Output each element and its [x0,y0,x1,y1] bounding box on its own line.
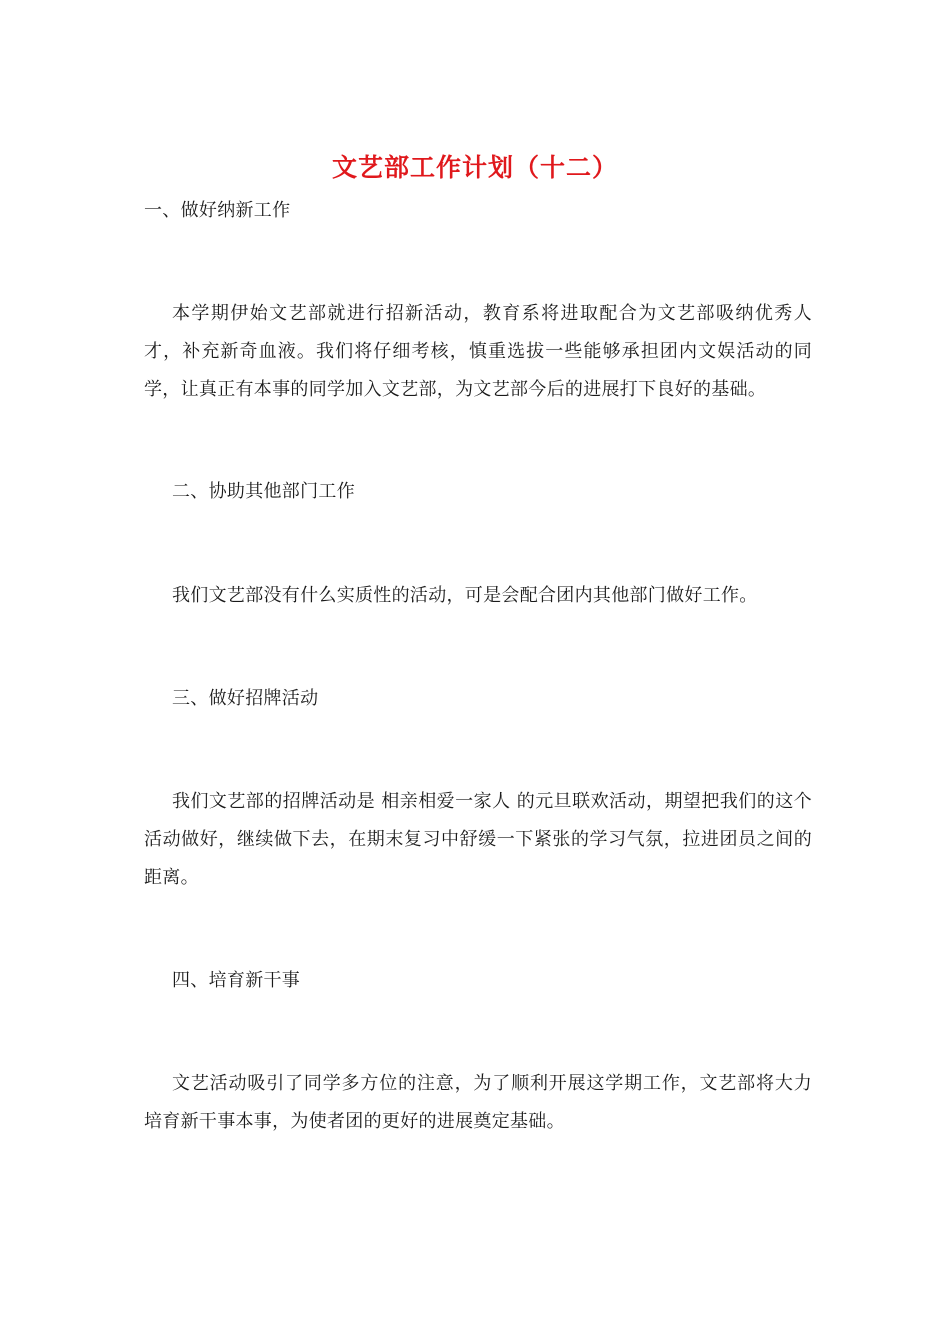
document-title: 文艺部工作计划（十二） [331,153,618,182]
section-body-3: 我们文艺部的招牌活动是 相亲相爱一家人 的元旦联欢活动，期望把我们的这个活动做好，继续做下去，在期末复习中舒缓一下紧张的学习气氛，拉进团员之间的距离。 [144,791,812,888]
section-heading-1: 一、做好纳新工作 [144,200,291,221]
section-heading-3: 三、做好招牌活动 [172,688,319,709]
section-heading-4: 四、培育新干事 [172,970,301,991]
section-body-4: 文艺活动吸引了同学多方位的注意，为了顺利开展这学期工作，文艺部将大力培育新干事本事，为使者团的更好的进展奠定基础。 [144,1073,812,1132]
section-heading-2: 二、协助其他部门工作 [172,481,355,502]
section-body-1: 本学期伊始文艺部就进行招新活动，教育系将进取配合为文艺部吸纳优秀人才，补充新奇血液。我们将仔细考核，慎重选拔一些能够承担团内文娱活动的同学，让真正有本事的同学加入文艺部，为文艺部今后的进展打下良好的基础。 [144,303,812,400]
section-body-2: 我们文艺部没有什么实质性的活动，可是会配合团内其他部门做好工作。 [172,585,758,606]
